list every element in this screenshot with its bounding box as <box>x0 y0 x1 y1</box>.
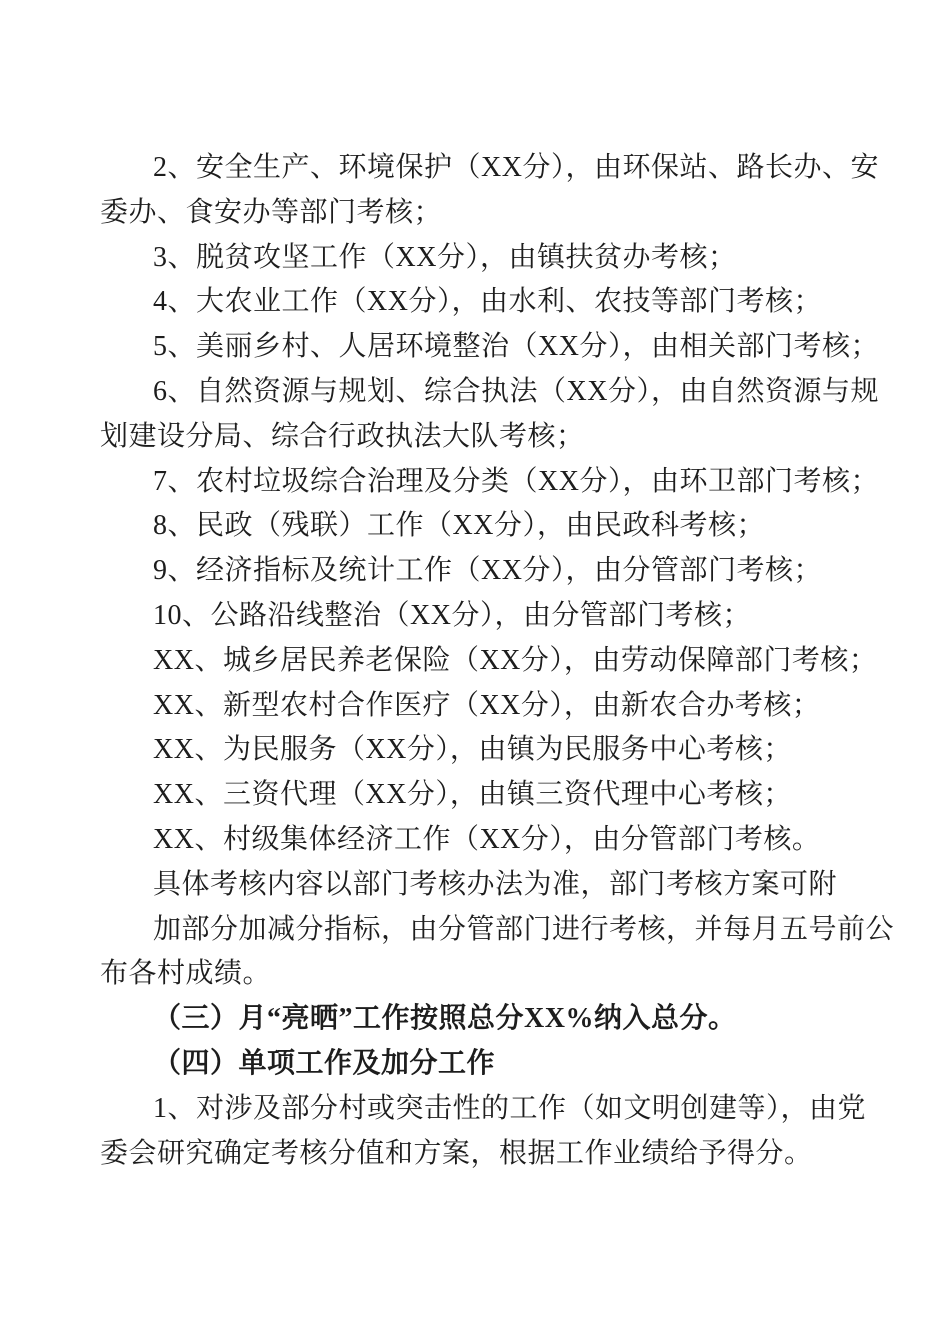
text-line: 10、公路沿线整治（XX分），由分管部门考核； <box>153 599 751 631</box>
text-line: 2、安全生产、环境保护（XX分），由环保站、路长办、安 <box>153 152 879 183</box>
text-line: 划建设分局、综合行政执法大队考核； <box>100 420 585 452</box>
text-line: XX、三资代理（XX分），由镇三资代理中心考核； <box>153 779 792 811</box>
text-line: 具体考核内容以部门考核办法为准，部门考核方案可附 <box>153 868 838 900</box>
text-line: 布各村成绩。 <box>100 958 272 990</box>
text-line: 7、农村垃圾综合治理及分类（XX分），由环卫部门考核； <box>153 465 879 497</box>
text-line: 3、脱贫攻坚工作（XX分），由镇扶贫办考核； <box>153 241 737 273</box>
text-line: XX、城乡居民养老保险（XX分），由劳动保障部门考核； <box>153 644 878 676</box>
text-line: 9、经济指标及统计工作（XX分），由分管部门考核； <box>153 555 822 587</box>
text-line: 5、美丽乡村、人居环境整治（XX分），由相关部门考核； <box>153 331 879 363</box>
text-line: 1、对涉及部分村或突击性的工作（如文明创建等），由党 <box>153 1092 867 1124</box>
text-line: 委会研究确定考核分值和方案，根据工作业绩给予得分。 <box>100 1137 813 1169</box>
text-line: XX、村级集体经济工作（XX分），由分管部门考核。 <box>153 823 821 855</box>
section-heading-line: （三）月“亮晒”工作按照总分XX%纳入总分。 <box>153 1003 737 1035</box>
section-heading-line: （四）单项工作及加分工作 <box>153 1047 496 1079</box>
text-line: 6、自然资源与规划、综合执法（XX分），由自然资源与规 <box>153 375 879 407</box>
text-line: 4、大农业工作（XX分），由水利、农技等部门考核； <box>153 286 822 318</box>
document-content <box>100 146 910 1176</box>
text-line: XX、为民服务（XX分），由镇为民服务中心考核； <box>153 734 792 766</box>
text-line: XX、新型农村合作医疗（XX分），由新农合办考核； <box>153 689 821 721</box>
text-line: 委办、食安办等部门考核； <box>100 196 443 228</box>
text-line: 8、民政（残联）工作（XX分），由民政科考核； <box>153 510 765 542</box>
text-line: 加部分加减分指标，由分管部门进行考核，并每月五号前公 <box>153 913 895 945</box>
